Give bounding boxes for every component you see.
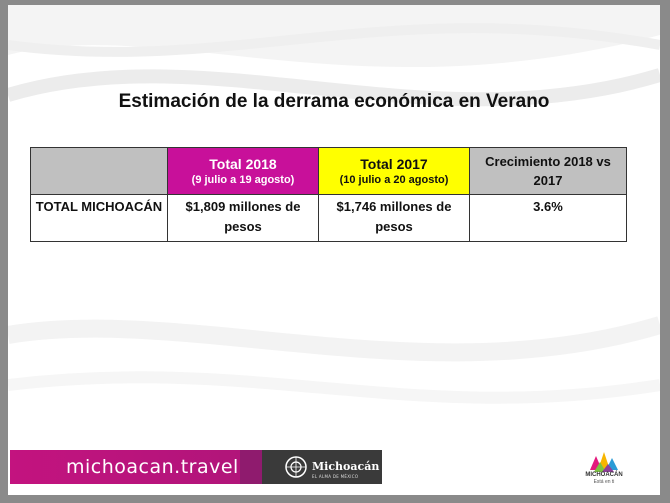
site-url[interactable]: michoacan.travel — [66, 456, 239, 478]
row-label: TOTAL MICHOACÁN — [31, 195, 168, 242]
michoacan-emblem-icon — [284, 455, 308, 479]
logo-tagline: Está en ti — [593, 479, 615, 485]
header-blank-cell — [31, 148, 168, 195]
brand-logo-text: Michoacán — [312, 460, 380, 473]
background-swoosh — [8, 5, 660, 495]
logo-name: MICHOACÁN — [585, 472, 623, 478]
header-2018-title: Total 2018 — [209, 155, 277, 172]
footer-banner — [10, 450, 382, 484]
value-2018: $1,809 millones de pesos — [168, 195, 319, 242]
data-table — [30, 147, 627, 242]
header-2018 — [168, 148, 319, 195]
header-growth: Crecimiento 2018 vs 2017 — [470, 148, 627, 195]
header-2017-period: (10 julio a 20 agosto) — [339, 173, 449, 186]
table-header-row — [31, 148, 627, 195]
slide — [8, 5, 660, 495]
header-2017 — [319, 148, 470, 195]
value-2017: $1,746 millones de pesos — [319, 195, 470, 242]
header-2018-period: (9 julio a 19 agosto) — [191, 173, 295, 186]
table-row — [31, 195, 627, 242]
header-2017-title: Total 2017 — [360, 155, 428, 172]
page-title: Estimación de la derrama económica en Verano — [118, 91, 550, 112]
brand-tagline: EL ALMA DE MÉXICO — [312, 474, 359, 479]
growth-value: 3.6% — [470, 195, 627, 242]
